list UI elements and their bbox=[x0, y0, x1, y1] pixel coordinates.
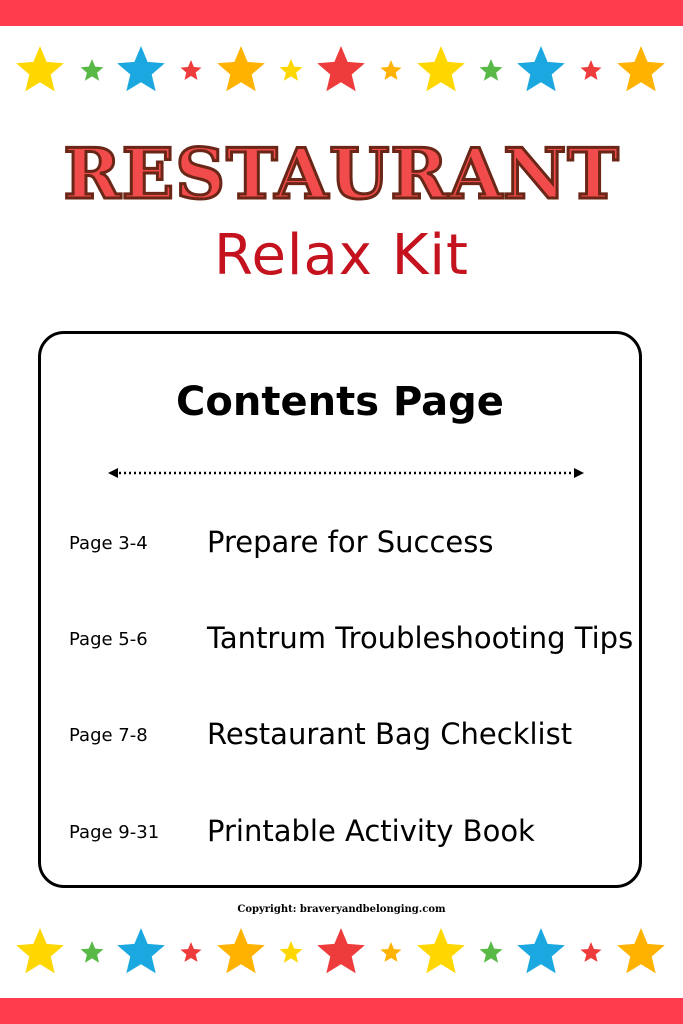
star-icon bbox=[280, 941, 303, 963]
star-icon bbox=[181, 942, 202, 962]
list-item bbox=[41, 814, 639, 854]
star-border-bottom bbox=[0, 922, 683, 982]
star-icon bbox=[217, 46, 265, 91]
copyright-notice: Copyright: braveryandbelonging.com bbox=[237, 904, 446, 915]
star-icon bbox=[581, 942, 602, 962]
list-item bbox=[41, 621, 639, 661]
star-icon bbox=[617, 928, 665, 973]
page-range: Page 7-8 bbox=[69, 725, 148, 746]
star-icon bbox=[417, 928, 465, 973]
section-title: Printable Activity Book bbox=[207, 814, 535, 848]
star-icon bbox=[480, 941, 503, 963]
star-icon bbox=[16, 928, 64, 973]
star-icon bbox=[81, 59, 104, 81]
list-item bbox=[41, 525, 639, 565]
star-icon bbox=[381, 942, 402, 962]
page-range: Page 9-31 bbox=[69, 822, 160, 843]
section-title: Restaurant Bag Checklist bbox=[207, 717, 573, 751]
page-range: Page 5-6 bbox=[69, 629, 148, 650]
double-arrow-divider-icon bbox=[108, 466, 584, 480]
star-icon bbox=[581, 60, 602, 80]
top-color-bar bbox=[0, 0, 683, 26]
page-subtitle: Relax Kit bbox=[214, 223, 469, 288]
star-border-top bbox=[0, 40, 683, 100]
star-icon bbox=[480, 59, 503, 81]
section-title: Prepare for Success bbox=[207, 525, 494, 559]
section-title: Tantrum Troubleshooting Tips bbox=[207, 621, 634, 655]
star-icon bbox=[517, 46, 565, 91]
star-icon bbox=[317, 46, 365, 91]
star-icon bbox=[617, 46, 665, 91]
star-icon bbox=[117, 928, 165, 973]
page-title: RESTAURANT bbox=[63, 134, 620, 215]
list-item bbox=[41, 717, 639, 757]
bottom-color-bar bbox=[0, 998, 683, 1024]
star-icon bbox=[217, 928, 265, 973]
page-range: Page 3-4 bbox=[69, 533, 148, 554]
star-icon bbox=[517, 928, 565, 973]
star-icon bbox=[381, 60, 402, 80]
star-icon bbox=[317, 928, 365, 973]
star-icon bbox=[16, 46, 64, 91]
star-icon bbox=[117, 46, 165, 91]
star-icon bbox=[280, 59, 303, 81]
star-icon bbox=[81, 941, 104, 963]
star-icon bbox=[181, 60, 202, 80]
contents-heading: Contents Page bbox=[176, 379, 504, 425]
star-icon bbox=[417, 46, 465, 91]
contents-card bbox=[38, 331, 642, 888]
